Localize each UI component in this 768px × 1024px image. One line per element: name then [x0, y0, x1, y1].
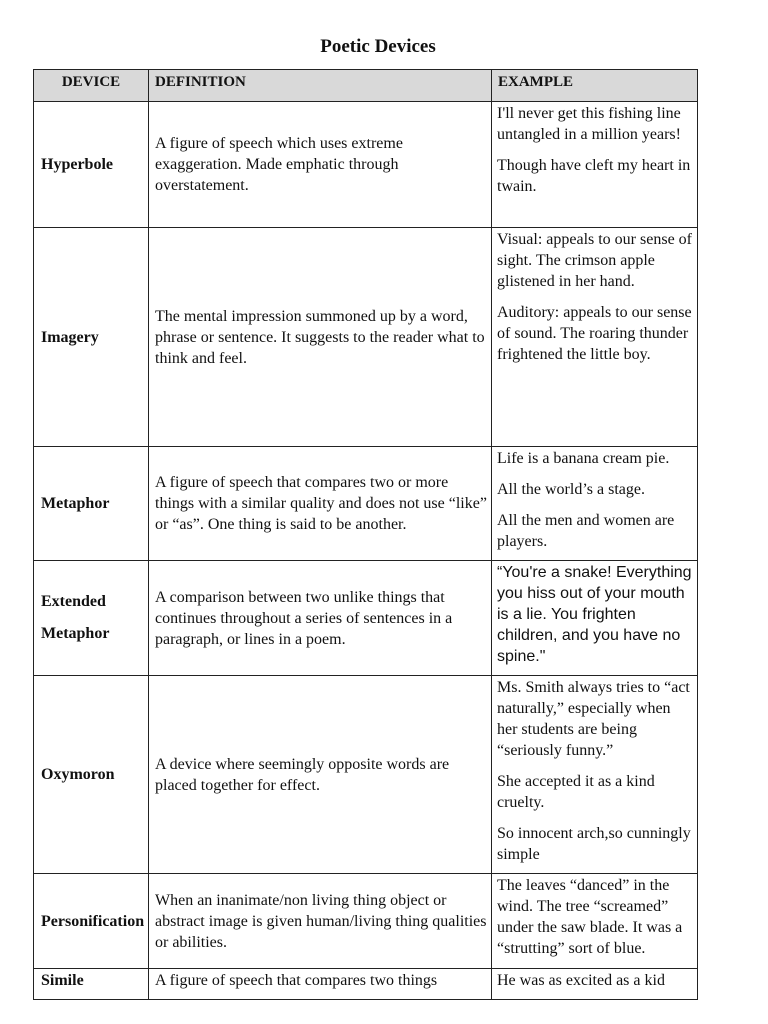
table-row [34, 561, 698, 676]
definition-cell: A comparison between two unlike things that continues throughout a series of sentences in a paragraph, or lines in a poem. [149, 561, 492, 676]
example-cell [492, 676, 698, 874]
example-text: He was as excited as a kid [497, 972, 665, 989]
definition-cell: A device where seemingly opposite words are placed together for effect. [149, 676, 492, 874]
header-definition: DEFINITION [149, 70, 492, 102]
example-text: All the world’s a stage. [497, 481, 645, 498]
example-text: So innocent arch,so cunningly simple [497, 825, 691, 863]
example-text: Visual: appeals to our sense of sight. The crimson apple glistened in her hand. [497, 231, 692, 290]
definition-cell: The mental impression summoned up by a word, phrase or sentence. It suggests to the reader what to think and feel. [149, 228, 492, 447]
device-line: Extended [41, 593, 106, 610]
header-device: DEVICE [34, 70, 149, 102]
table-row [34, 969, 698, 1000]
example-cell [492, 102, 698, 228]
example-cell [492, 874, 698, 969]
device-cell [34, 561, 149, 676]
table-row [34, 447, 698, 561]
example-text: “You're a snake! Everything you hiss out of your mouth is a lie. You frighten children, and you have no spine." [497, 564, 692, 665]
example-text: Though have cleft my heart in twain. [497, 157, 691, 195]
example-cell [492, 561, 698, 676]
device-cell: Simile [34, 969, 149, 1000]
example-cell [492, 447, 698, 561]
header-example: EXAMPLE [492, 70, 698, 102]
example-text: She accepted it as a kind cruelty. [497, 773, 655, 811]
device-cell: Personification [34, 874, 149, 969]
definition-cell: A figure of speech that compares two or more things with a similar quality and does not use “like” or “as”. One thing is said to be another. [149, 447, 492, 561]
device-cell: Oxymoron [34, 676, 149, 874]
table-row [34, 102, 698, 228]
example-cell [492, 228, 698, 447]
example-text: Life is a banana cream pie. [497, 450, 670, 467]
definition-cell: A figure of speech that compares two things [149, 969, 492, 1000]
example-text: All the men and women are players. [497, 512, 675, 550]
page-title: Poetic Devices [320, 36, 436, 57]
example-cell [492, 969, 698, 1000]
example-text: I'll never get this fishing line untangled in a million years! [497, 105, 681, 143]
device-cell: Imagery [34, 228, 149, 447]
table-row [34, 228, 698, 447]
table-row [34, 676, 698, 874]
table-row [34, 874, 698, 969]
example-text: Ms. Smith always tries to “act naturally,” especially when her students are being “seriously funny.” [497, 679, 690, 759]
device-line: Metaphor [41, 625, 110, 642]
definition-cell: When an inanimate/non living thing object or abstract image is given human/living thing qualities or abilities. [149, 874, 492, 969]
poetic-devices-table [33, 69, 698, 1000]
definition-cell: A figure of speech which uses extreme exaggeration. Made emphatic through overstatement. [149, 102, 492, 228]
example-text: Auditory: appeals to our sense of sound. The roaring thunder frightened the little boy. [497, 304, 692, 363]
device-cell: Metaphor [34, 447, 149, 561]
example-text: The leaves “danced” in the wind. The tree “screamed” under the saw blade. It was a “strutting” sort of blue. [497, 877, 683, 957]
table-header-row [34, 70, 698, 102]
device-cell: Hyperbole [34, 102, 149, 228]
